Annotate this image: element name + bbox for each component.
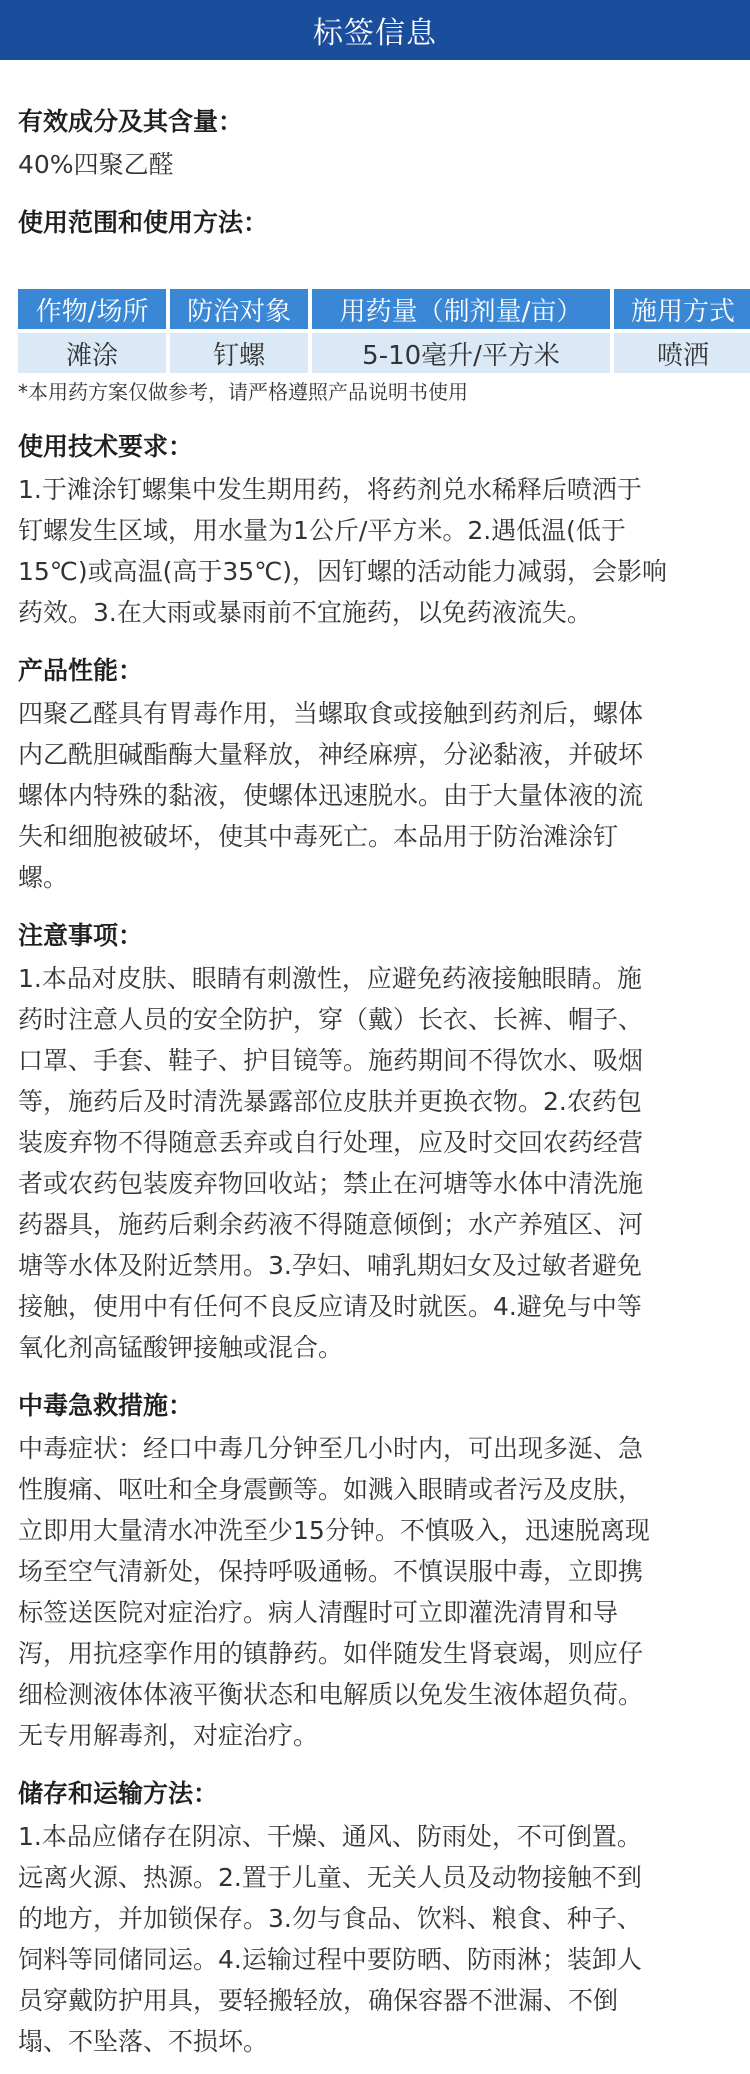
- table-header-crop: 作物/场所: [18, 289, 166, 329]
- table-cell-crop: 滩涂: [18, 333, 166, 373]
- performance-heading: 产品性能：: [18, 656, 144, 685]
- technique-line: 15℃)或高温(高于35℃)，因钉螺的活动能力减弱，会影响: [18, 557, 668, 586]
- firstaid-section: [18, 1384, 732, 1756]
- dosage-table: [14, 285, 750, 377]
- technique-heading: 使用技术要求：: [18, 432, 194, 461]
- table-header-method: 施用方式: [614, 289, 750, 329]
- label-content: [0, 60, 750, 2062]
- technique-section: [18, 425, 732, 633]
- storage-line: 员穿戴防护用具，要轻搬轻放，确保容器不泄漏、不倒: [18, 1986, 619, 2015]
- performance-line: 内乙酰胆碱酯酶大量释放，神经麻痹，分泌黏液，并破坏: [18, 740, 644, 769]
- storage-heading: 储存和运输方法：: [18, 1779, 219, 1808]
- precautions-line: 药时注意人员的安全防护，穿（戴）长衣、长裤、帽子、: [18, 1005, 644, 1034]
- firstaid-line: 中毒症状：经口中毒几分钟至几小时内，可出现多涎、急: [18, 1434, 644, 1463]
- table-header-target: 防治对象: [170, 289, 308, 329]
- ingredient-text: 40%四聚乙醛: [18, 150, 174, 179]
- table-cell-dosage: 5-10毫升/平方米: [312, 333, 610, 373]
- performance-line: 螺体内特殊的黏液，使螺体迅速脱水。由于大量体液的流: [18, 781, 644, 810]
- ingredient-heading: 有效成分及其含量：: [18, 107, 244, 136]
- firstaid-line: 标签送医院对症治疗。病人清醒时可立即灌洗清胃和导: [18, 1598, 619, 1627]
- precautions-line: 等，施药后及时清洗暴露部位皮肤并更换衣物。2.农药包: [18, 1087, 642, 1116]
- firstaid-line: 无专用解毒剂，对症治疗。: [18, 1721, 319, 1750]
- usage-heading: 使用范围和使用方法：: [18, 208, 269, 237]
- usage-note: *本用药方案仅做参考，请严格遵照产品说明书使用: [18, 380, 468, 404]
- performance-line: 失和细胞被破坏，使其中毒死亡。本品用于防治滩涂钉: [18, 822, 619, 851]
- table-row: [18, 333, 750, 373]
- storage-line: 的地方，并加锁保存。3.勿与食品、饮料、粮食、种子、: [18, 1904, 642, 1933]
- firstaid-line: 性腹痛、呕吐和全身震颤等。如溅入眼睛或者污及皮肤，: [18, 1475, 644, 1504]
- precautions-line: 药器具，施药后剩余药液不得随意倾倒；水产养殖区、河: [18, 1210, 644, 1239]
- storage-section: [18, 1772, 732, 2062]
- precautions-line: 装废弃物不得随意丢弃或自行处理，应及时交回农药经营: [18, 1128, 644, 1157]
- ingredient-section: [18, 100, 732, 185]
- precautions-section: [18, 914, 732, 1368]
- precautions-line: 1.本品对皮肤、眼睛有刺激性，应避免药液接触眼睛。施: [18, 964, 642, 993]
- technique-line: 钉螺发生区域，用水量为1公斤/平方米。2.遇低温(低于: [18, 516, 626, 545]
- precautions-line: 接触，使用中有任何不良反应请及时就医。4.避免与中等: [18, 1292, 642, 1321]
- usage-section: [18, 201, 735, 407]
- performance-line: 螺。: [18, 863, 69, 892]
- table-header-dosage: 用药量（制剂量/亩）: [312, 289, 610, 329]
- precautions-line: 者或农药包装废弃物回收站；禁止在河塘等水体中清洗施: [18, 1169, 644, 1198]
- performance-line: 四聚乙醛具有胃毒作用，当螺取食或接触到药剂后，螺体: [18, 699, 644, 728]
- storage-line: 饲料等同储同运。4.运输过程中要防晒、防雨淋；装卸人: [18, 1945, 642, 1974]
- technique-line: 1.于滩涂钉螺集中发生期用药，将药剂兑水稀释后喷洒于: [18, 475, 642, 504]
- firstaid-line: 立即用大量清水冲洗至少15分钟。不慎吸入，迅速脱离现: [18, 1516, 650, 1545]
- firstaid-line: 场至空气清新处，保持呼吸通畅。不慎误服中毒，立即携: [18, 1557, 644, 1586]
- precautions-line: 氧化剂高锰酸钾接触或混合。: [18, 1333, 344, 1362]
- storage-line: 远离火源、热源。2.置于儿童、无关人员及动物接触不到: [18, 1863, 642, 1892]
- storage-line: 1.本品应储存在阴凉、干燥、通风、防雨处，不可倒置。: [18, 1822, 642, 1851]
- page-title: 标签信息: [313, 16, 437, 51]
- page-header: [0, 0, 750, 60]
- performance-section: [18, 649, 732, 898]
- firstaid-heading: 中毒急救措施：: [18, 1391, 194, 1420]
- table-cell-method: 喷洒: [614, 333, 750, 373]
- table-cell-target: 钉螺: [170, 333, 308, 373]
- dosage-table-header-row: [18, 289, 750, 329]
- precautions-line: 塘等水体及附近禁用。3.孕妇、哺乳期妇女及过敏者避免: [18, 1251, 642, 1280]
- precautions-heading: 注意事项：: [18, 921, 144, 950]
- storage-line: 塌、不坠落、不损坏。: [18, 2027, 269, 2056]
- firstaid-line: 细检测液体体液平衡状态和电解质以免发生液体超负荷。: [18, 1680, 644, 1709]
- precautions-line: 口罩、手套、鞋子、护目镜等。施药期间不得饮水、吸烟: [18, 1046, 644, 1075]
- technique-line: 药效。3.在大雨或暴雨前不宜施药，以免药液流失。: [18, 598, 592, 627]
- firstaid-line: 泻，用抗痉挛作用的镇静药。如伴随发生肾衰竭，则应仔: [18, 1639, 644, 1668]
